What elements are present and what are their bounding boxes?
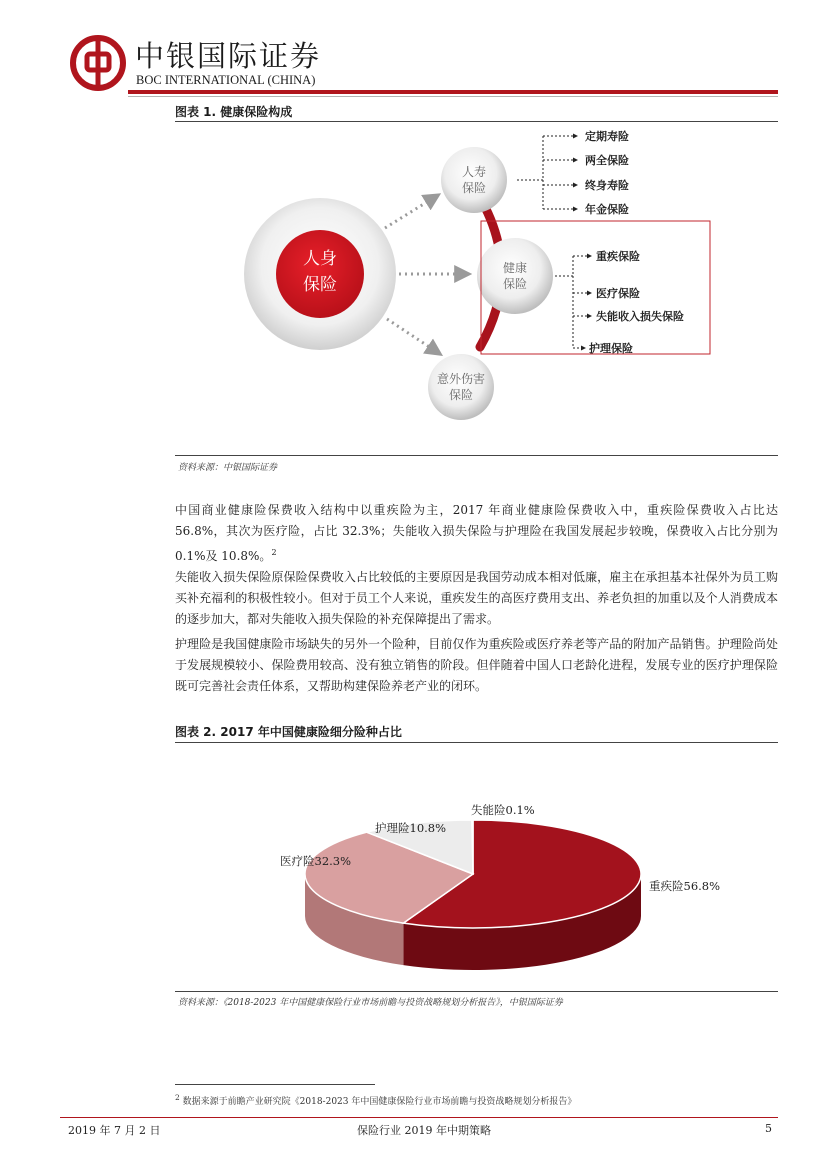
arrow-to-life xyxy=(385,197,435,228)
footer-date: 2019 年 7 月 2 日 xyxy=(68,1124,161,1137)
accident-label-1: 意外伤害 xyxy=(436,372,486,386)
figure2-title: 图表 2. 2017 年中国健康险细分险种占比 xyxy=(175,725,402,739)
health-items-bracket xyxy=(555,256,591,348)
life-label-1: 人寿 xyxy=(461,165,487,179)
footer-divider xyxy=(60,1117,778,1118)
paragraph-3: 护理险是我国健康险市场缺失的另外一个险种，目前仅作为重疾险或医疗养老等产品的附加产品销售。护理险尚处于发展规模较小、保险费用较高、没有独立销售的阶段。但伴随着中国人口老龄化进程，发展专业的医疗护理保险既可完善社会责任体系，又帮助构建保险养老产业的闭环。 xyxy=(175,637,778,693)
footnote-mark: 2 xyxy=(175,1093,180,1102)
figure2-top-rule xyxy=(175,742,778,743)
life-label-2: 保险 xyxy=(461,181,487,195)
accident-label-2: 保险 xyxy=(448,388,474,402)
footnote-text: 数据来源于前瞻产业研究院《2018-2023 年中国健康保险行业市场前瞻与投资战略规划分析报告》 xyxy=(182,1097,577,1107)
footer-title: 保险行业 2019 年中期策略 xyxy=(357,1124,491,1137)
health-label-2: 保险 xyxy=(502,277,528,291)
paragraph-2: 失能收入损失保险原保险保费收入占比较低的主要原因是我国劳动成本相对低廉，雇主在承担基本社保外为员工购买补充福利的积极性较小。但对于员工个人来说，重疾发生的高医疗费用支出、养老负担的加重以及个人消费成本的逐步加大，都对失能收入损失保险的补充保障提出了需求。 xyxy=(175,570,778,626)
figure1-source: 资料来源：中银国际证券 xyxy=(178,463,278,473)
footnote xyxy=(175,1093,576,1107)
header-divider xyxy=(128,90,778,94)
health-insurance-pie-chart xyxy=(175,744,778,990)
life-item-1: 定期寿险 xyxy=(585,130,629,143)
pie-label-nursing: 护理险10.8% xyxy=(375,821,447,835)
health-item-3: 失能收入损失保险 xyxy=(596,310,684,323)
pie-label-medical: 医疗险32.3% xyxy=(280,854,352,868)
footnote-ref: 2 xyxy=(271,548,277,557)
insurance-structure-diagram xyxy=(175,122,778,454)
pie-label-disability: 失能险0.1% xyxy=(471,803,535,817)
center-label-2: 保险 xyxy=(303,275,337,295)
pie-slice-disability xyxy=(472,820,473,874)
health-insurance-circle xyxy=(477,238,553,314)
health-label-1: 健康 xyxy=(502,261,528,275)
center-circle-red xyxy=(276,230,364,318)
paragraph-1: 中国商业健康险保费收入结构中以重疾险为主，2017 年商业健康险保费收入中，重疾险保费收入占比达 56.8%，其次为医疗险，占比 32.3%；失能收入损失保险与护理险在我国发展起步较晚，保费收入占比分别为 0.1%及 10.8%。$^2$ xyxy=(175,503,778,563)
page-number: 5 xyxy=(765,1122,772,1135)
life-item-4: 年金保险 xyxy=(585,203,629,216)
health-item-2: 医疗保险 xyxy=(596,287,640,300)
brand-name-en: BOC INTERNATIONAL (CHINA) xyxy=(136,73,316,87)
health-item-4: 护理保险 xyxy=(589,342,633,355)
figure1-bottom-rule xyxy=(175,455,778,456)
life-items-bracket xyxy=(517,136,577,209)
pie-label-critical: 重疾险56.8% xyxy=(649,879,721,893)
boc-logo-icon xyxy=(70,35,126,91)
footnote-divider xyxy=(175,1084,375,1085)
arrow-to-accident xyxy=(387,319,437,352)
life-insurance-circle xyxy=(441,147,507,213)
accident-insurance-circle xyxy=(428,354,494,420)
figure1-title: 图表 1. 健康保险构成 xyxy=(175,105,293,119)
center-label-1: 人身 xyxy=(303,249,337,269)
brand-name-cn: 中银国际证券 xyxy=(135,39,322,73)
figure2-bottom-rule xyxy=(175,991,778,992)
life-item-2: 两全保险 xyxy=(585,154,629,167)
header-divider-thin xyxy=(128,96,778,97)
health-item-1: 重疾保险 xyxy=(596,250,640,263)
life-item-3: 终身寿险 xyxy=(585,179,629,192)
figure2-source: 资料来源：《2018-2023 年中国健康保险行业市场前瞻与投资战略规划分析报告》，中银国际证券 xyxy=(178,998,563,1008)
